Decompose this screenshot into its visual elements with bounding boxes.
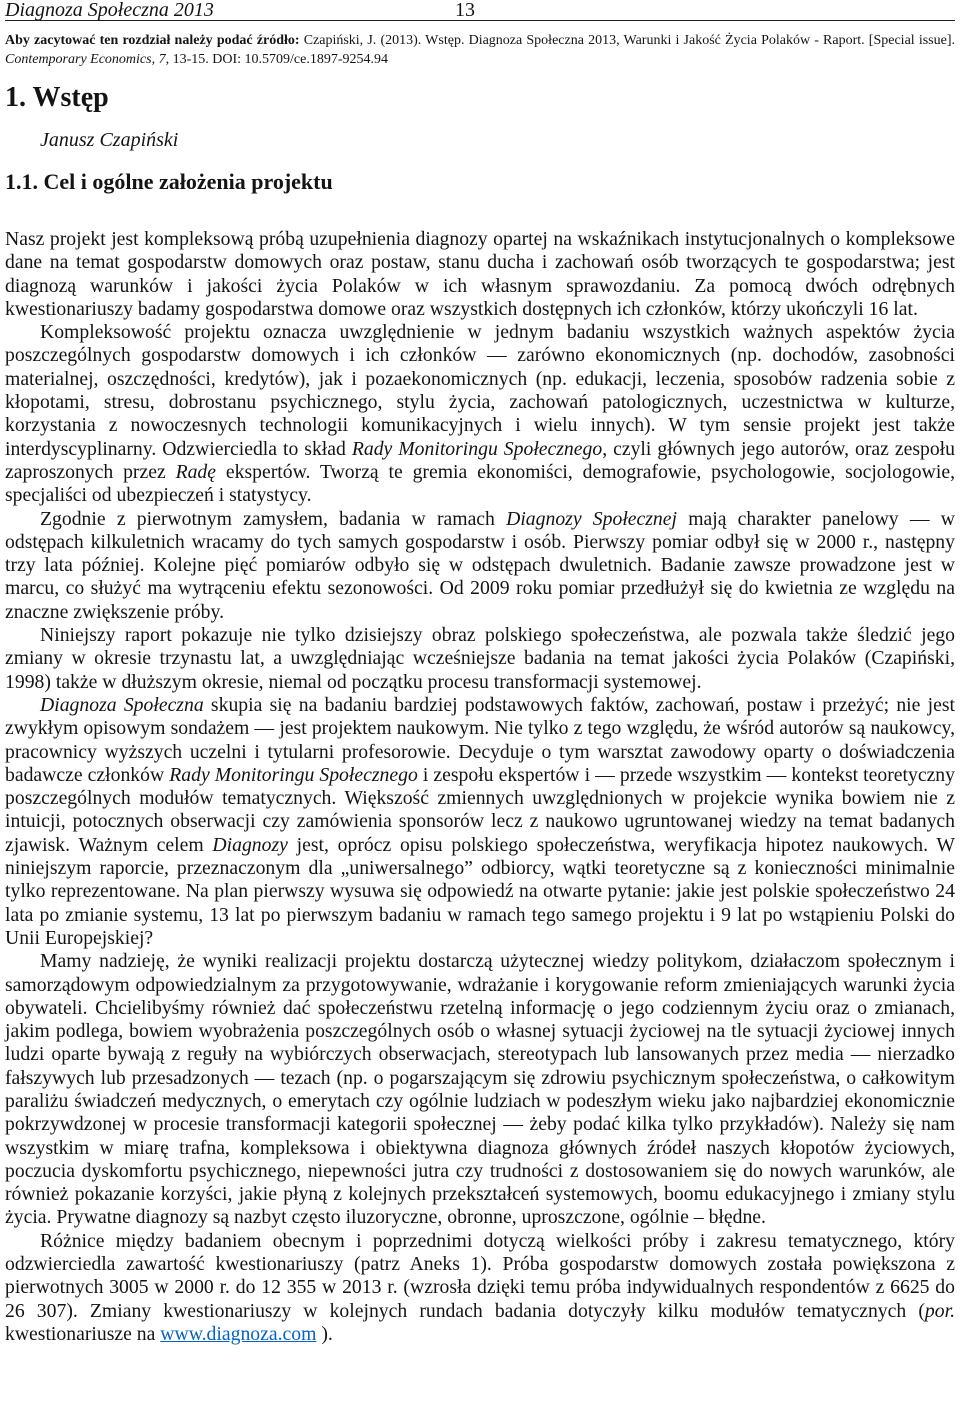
- chapter-author: Janusz Czapiński: [40, 129, 179, 151]
- paragraph: [5, 950, 955, 1230]
- paragraph-text: , czyli głównych jego autorów, oraz zespołu zaproszonych przez: [5, 437, 955, 483]
- citation-label: Aby zacytować ten rozdział należy podać źródło:: [5, 33, 300, 48]
- paragraph-text: ekspertów. Tworzą te gremia ekonomiści, demografowie, psychologowie, socjologowie, specjaliści od ubezpieczeń i statystycy.: [5, 460, 955, 507]
- paragraph: [5, 321, 955, 507]
- paragraph-text: Mamy nadzieję, że wyniki realizacji projektu dostarczą użytecznej wiedzy politykom, działaczom społecznym i samorządowym odpowiedzialnym za przygotowywanie, wdrażanie i korygowanie reform zmieniających warunki życia obywateli. Chcielibyśmy również dać społeczeństwu rzetelną informację o jego codziennym życiu oraz o zmianach, jakim podlega, bowiem wyobrażenia poszczególnych osób o własnej sytuacji życiowej na tle sytuacji życiowej innych ludzi oparte bywają z reguły na wybiórczych obserwacjach, stereotypach lub lansowanych przez media — nierzadko fałszywych lub przesadzonych — tezach (np. o pogarszającym się zdrowiu psychicznym społeczeństwa, o całkowitym paraliżu świadczeń medycznych, o emerytach czy ogólnie ludziach w podeszłym wieku jako najbardziej ekonomicznie pokrzywdzonej w procesie transformacji kategorii społecznej — żeby podać kilka tylko przykładów). Należy się nam wszystkim w miarę trafna, kompleksowa i obiektywna diagnoza głównych źródeł naszych kłopotów życiowych, poczucia dyskomfortu psychicznego, niepewności jutra czy trudności z dostosowaniem się do nowych warunków, ale również pokazanie korzyści, jakie płyną z kolejnych przekształceń systemowych, boomu edukacyjnego i zmiany stylu życia. Prywatne diagnozy są nazbyt często iluzoryczne, obronne, uproszczone, ogólnie – błędne.: [5, 950, 955, 1229]
- running-header-title: Diagnoza Społeczna 2013: [5, 0, 214, 21]
- paragraph-text: Nasz projekt jest kompleksową próbą uzupełnienia diagnozy opartej na wskaźnikach instytucjonalnych o kompleksowe dane na temat gospodarstw domowych oraz postaw, stanu ducha i zachowań osób tworzących te gospodarstwa; jest diagnozą warunków i jakości życia Polaków w ich własnym sprawozdaniu. Za pomocą dwóch odrębnych kwestionariuszy badamy gospodarstwa domowe oraz wszystkich dostępnych ich członków, którzy ukończyli 16 lat.: [5, 228, 955, 320]
- paragraph-text: Niniejszy raport pokazuje nie tylko dzisiejszy obraz polskiego społeczeństwa, ale pozwala także śledzić jego zmiany w okresie trzynastu lat, a uwzględniając wcześniejsze badania na temat jakości życia Polaków (Czapiński, 1998) także w dłuższym okresie, niemal od początku procesu transformacji systemowej.: [5, 624, 955, 693]
- citation-note: [5, 31, 955, 69]
- citation-journal: Contemporary Economics, 7: [5, 52, 166, 67]
- paragraph-text: Zgodnie z pierwotnym zamysłem, badania w ramach: [40, 507, 507, 530]
- section-heading: 1.1. Cel i ogólne założenia projektu: [5, 169, 333, 194]
- emphasis-text: Diagnoza Społeczna: [40, 693, 204, 716]
- paragraph-text: skupia się na badaniu bardziej podstawowych faktów, zachowań, postaw i przeżyć; nie jest zwykłym opisowym sondażem — jest projektem naukowym. Nie tylko z tego względu, że wśród autorów są naukowcy, pracownicy wyższych uczelni i tytularni profesorowie. Decyduje o tym warsztat zawodowy oparty o doświadczenia badawcze członków: [5, 693, 955, 786]
- paragraph-text: i zespołu ekspertów i — przede wszystkim — kontekst teoretyczny poszczególnych modułów tematycznych. Większość zmiennych uwzględnionych w projekcie wynika bowiem nie z intuicji, potocznych obserwacji czy zamówienia sponsorów lecz z naukowo ugruntowanej wiedzy na temat badanych zjawisk. Ważnym celem: [5, 763, 955, 856]
- paragraph-text: Różnice między badaniem obecnym i poprzednimi dotyczą wielkości próby i zakresu tematycznego, który odzwierciedla zawartość kwestionariuszy (patrz Aneks 1). Próba gospodarstw domowych została powiększona z pierwotnych 3005 w 2000 r. do 12 355 w 2013 r. (wzrosła dzięki temu próba indywidualnych respondentów z 6625 do 26 307). Zmiany kwestionariuszy w kolejnych rundach badania dotyczyły kilku modułów tematycznych (: [5, 1229, 955, 1322]
- running-header: [5, 0, 955, 21]
- paragraph-text: Kompleksowość projektu oznacza uwzględnienie w jednym badaniu wszystkich ważnych aspektów życia poszczególnych gospodarstw domowych i ich członków — zarówno ekonomicznych (np. dochodów, zasobności materialnej, oszczędności, kredytów), jak i pozaekonomicznych (np. edukacji, leczenia, sposobów radzenia sobie z kłopotami, stresu, dobrostanu psychicznego, stylu życia, zachowań patologicznych, uczestnictwa w kulturze, korzystania z nowoczesnych technologii komunikacyjnych i wielu innych). W tym sensie projekt jest także interdyscyplinarny. Odzwierciedla to skład: [5, 321, 955, 460]
- emphasis-text: por.: [924, 1299, 955, 1322]
- diagnoza-website-link[interactable]: www.diagnoza.com: [160, 1322, 317, 1345]
- emphasis-text: Rady Monitoringu Społecznego: [169, 763, 418, 786]
- paragraph: [5, 1230, 955, 1346]
- citation-pages-doi: , 13-15. DOI: 10.5709/ce.1897-9254.94: [165, 52, 389, 67]
- paragraph: [5, 624, 955, 694]
- paragraph-text: ).: [316, 1322, 333, 1345]
- citation-reference: Czapiński, J. (2013). Wstęp. Diagnoza Społeczna 2013, Warunki i Jakość Życia Polaków - Raport. [Special issue].: [299, 33, 955, 48]
- emphasis-text: Radę: [175, 460, 217, 483]
- paragraph-text: kwestionariusze na: [5, 1322, 161, 1345]
- emphasis-text: Diagnozy: [212, 833, 288, 856]
- paragraph: [5, 694, 955, 950]
- emphasis-text: Rady Monitoringu Społecznego: [351, 437, 603, 460]
- paragraph: [5, 228, 955, 321]
- paragraph: [5, 508, 955, 624]
- chapter-heading: 1. Wstęp: [5, 82, 109, 113]
- body-text: [5, 228, 955, 1346]
- emphasis-text: Diagnozy Społecznej: [506, 507, 677, 530]
- paragraph-text: jest, oprócz opisu polskiego społeczeństwa, weryfikacja hipotez naukowych. W niniejszym raporcie, przeznaczonym dla „uniwersalnego” odbiorcy, wątki teoretyczne są z konieczności minimalnie tylko reprezentowane. Na plan pierwszy wysuwa się odpowiedź na otwarte pytanie: jakie jest polskie społeczeństwo 24 lata po zmianie systemu, 13 lat po pierwszym badaniu w ramach tego samego projektu i 9 lat po wstąpieniu Polski do Unii Europejskiej?: [5, 833, 956, 949]
- page-number: 13: [455, 0, 475, 21]
- paragraph-text: mają charakter panelowy — w odstępach kilkuletnich wracamy do tych samych gospodarstw i osób. Pierwszy pomiar odbył się w 2000 r., następny trzy lata później. Kolejne pięć pomiarów odbyło się w odstępach dwuletnich. Badanie zawsze prowadzone jest w marcu, co służyć ma wytrąceniu efektu sezonowości. Od 2009 roku pomiar przedłużył się do kwietnia ze względu na znaczne zwiększenie próby.: [5, 507, 955, 623]
